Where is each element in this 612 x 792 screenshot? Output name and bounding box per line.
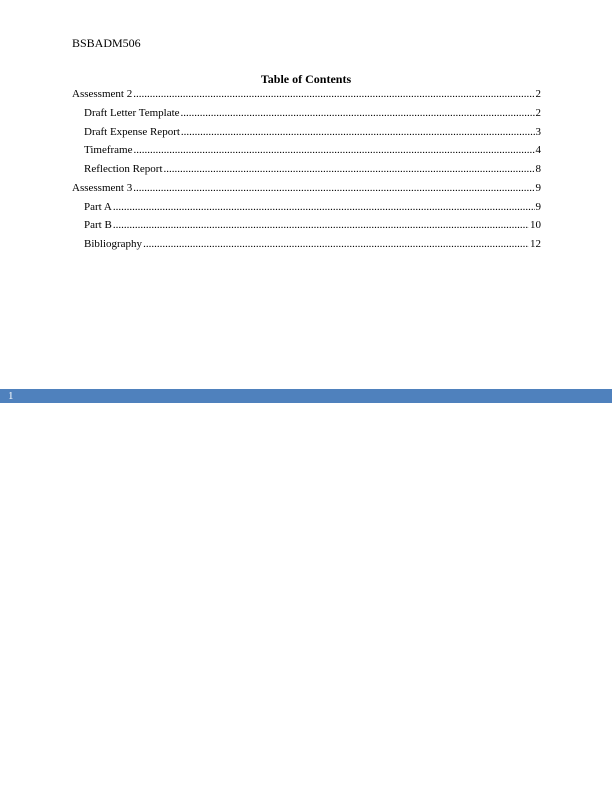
toc-entry-page: 2 <box>535 88 541 100</box>
toc-entry-assessment-2[interactable] <box>72 87 541 106</box>
footer-page-number: 1 <box>8 390 14 402</box>
toc-dot-leader <box>181 106 535 120</box>
toc-dot-leader <box>133 143 534 157</box>
toc-entry-label: Timeframe <box>84 144 133 157</box>
toc-dot-leader <box>133 87 534 101</box>
toc-dot-leader <box>181 125 535 139</box>
footer-bar <box>0 389 612 403</box>
toc-entry-bibliography[interactable] <box>72 237 541 256</box>
toc-entry-page: 8 <box>535 163 541 175</box>
document-header-code: BSBADM506 <box>72 36 141 50</box>
toc-entry-reflection-report[interactable] <box>72 162 541 181</box>
toc-dot-leader <box>164 162 535 176</box>
toc-dot-leader <box>113 200 535 214</box>
toc-entry-label: Draft Expense Report <box>84 125 180 138</box>
toc-entry-timeframe[interactable] <box>72 143 541 162</box>
toc-entry-part-a[interactable] <box>72 200 541 219</box>
toc-entry-label: Part B <box>84 219 112 232</box>
table-of-contents <box>72 87 541 256</box>
toc-entry-label: Reflection Report <box>84 163 163 175</box>
toc-dot-leader <box>143 237 529 251</box>
toc-entry-draft-letter-template[interactable] <box>72 106 541 125</box>
toc-entry-assessment-3[interactable] <box>72 181 541 200</box>
toc-entry-part-b[interactable] <box>72 218 541 237</box>
toc-entry-label: Part A <box>84 200 112 213</box>
toc-entry-label: Draft Letter Template <box>84 106 180 119</box>
toc-entry-page: 4 <box>535 144 541 157</box>
toc-entry-page: 9 <box>535 181 541 194</box>
toc-dot-leader <box>113 218 529 232</box>
toc-entry-page: 2 <box>535 106 541 119</box>
toc-entry-page: 12 <box>530 238 541 250</box>
toc-title: Table of Contents <box>260 72 352 86</box>
toc-entry-label: Assessment 2 <box>72 88 133 100</box>
toc-entry-label: Assessment 3 <box>72 181 133 194</box>
toc-entry-draft-expense-report[interactable] <box>72 125 541 144</box>
toc-entry-page: 9 <box>535 200 541 213</box>
toc-entry-page: 10 <box>530 219 541 232</box>
toc-entry-label: Bibliography <box>84 238 143 250</box>
toc-dot-leader <box>133 181 534 195</box>
toc-entry-page: 3 <box>535 125 541 138</box>
